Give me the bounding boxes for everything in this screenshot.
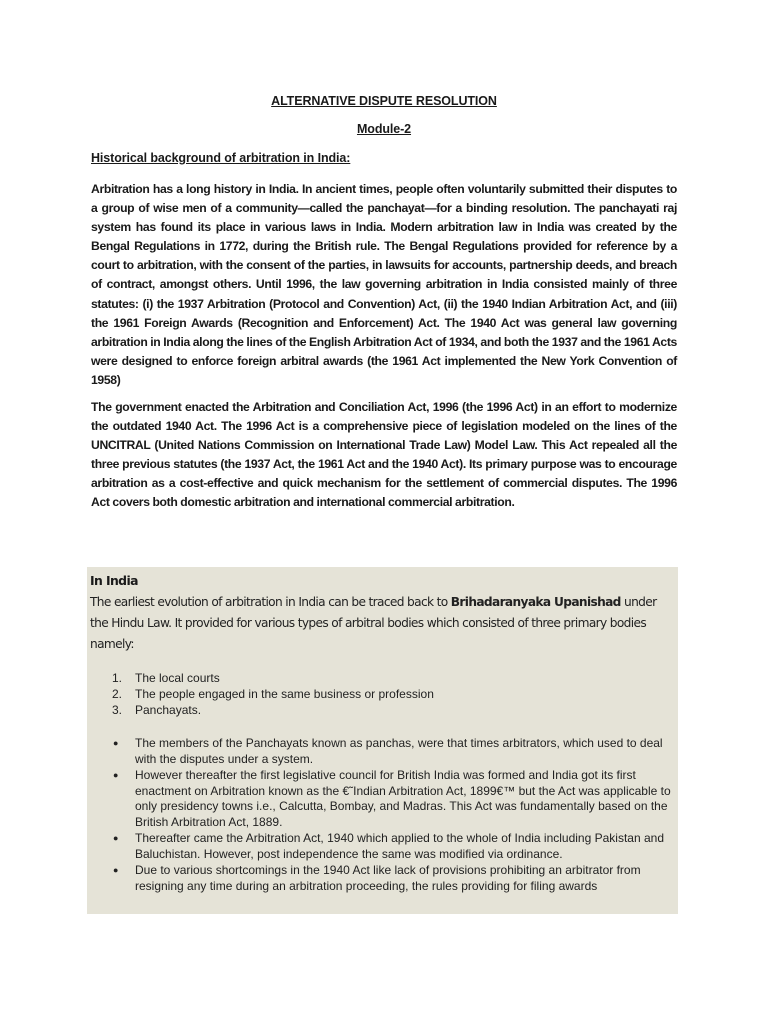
bullet-icon: ● [113,770,119,780]
bullet-icon: ● [113,865,119,875]
list-item-text: The members of the Panchayats known as panchas, were that times arbitrators, which used to deal with the disputes under a system. [135,736,663,766]
list-item-text: Thereafter came the Arbitration Act, 1940 which applied to the whole of India including Pakistan and Baluchistan. However, post independence the same was modified via ordinance. [135,831,664,861]
primary-bodies-list [90,670,678,718]
document-title: ALTERNATIVE DISPUTE RESOLUTION [271,94,497,108]
list-item-text: Due to various shortcomings in the 1940 Act like lack of provisions prohibiting an arbitrator from resigning any time during an arbitration proceeding, the rules providing for filing awards [135,863,641,893]
list-item [90,670,678,686]
list-item-text: However thereafter the first legislative council for British India was formed and India got its first enactment on Arbitration known as the €˜Indian Arbitration Act, 1899€™ but the Act was applicable to only presidency towns i.e., Calcutta, Bombay, and Madras. This Act was fundamentally based on the British Arbitration Act, 1889. [135,768,671,829]
list-item-text: The people engaged in the same business or profession [135,687,434,701]
bullet-icon: ● [113,738,119,748]
paragraph-history: Arbitration has a long history in India. In ancient times, people often voluntarily submitted their disputes to a group of wise men of a community—called the panchayat—for a binding resolution. The panchayati raj system has found its place in various laws in India. Modern arbitration law in India was created by the Bengal Regulations in 1772, during the British rule. The Bengal Regulations provided for reference by a court to arbitration, with the consent of the parties, in lawsuits for accounts, partnership deeds, and breach of contract, amongst others. Until 1996, the law governing arbitration in India consisted mainly of three statutes: (i) the 1937 Arbitration (Protocol and Convention) Act, (ii) the 1940 Indian Arbitration Act, and (iii) the 1961 Foreign Awards (Recognition and Enforcement) Act. The 1940 Act was general law governing arbitration in India along the lines of the English Arbitration Act of 1934, and both the 1937 and the 1961 Acts were designed to enforce foreign arbitral awards (the 1961 Act implemented the New York Convention of 1958) [91,182,677,387]
list-number: 1. [112,671,123,685]
in-india-heading: In India [90,573,138,588]
list-item [90,702,678,718]
paragraph-1996-act: The government enacted the Arbitration and Conciliation Act, 1996 (the 1996 Act) in an effort to modernize the outdated 1940 Act. The 1996 Act is a comprehensive piece of legislation modeled on the lines of the UNCITRAL (United Nations Commission on International Trade Law) Model Law. This Act repealed all the three previous statutes (the 1937 Act, the 1961 Act and the 1940 Act). Its primary purpose was to encourage arbitration as a cost-effective and quick mechanism for the settlement of commercial disputes. The 1996 Act covers both domestic arbitration and international commercial arbitration. [91,400,677,510]
list-item [90,768,678,830]
intro-text-before: The earliest evolution of arbitration in India can be traced back to [90,595,451,609]
intro-text-after: under the Hindu Law. It provided for various types of arbitral bodies which consisted of three primary bodies namely: [90,595,657,651]
section-subheading: Historical background of arbitration in India: [91,151,351,165]
in-india-intro [90,592,672,655]
list-item [90,831,678,862]
intro-bold-term: Brihadaranyaka Upanishad [450,595,621,609]
module-label: Module-2 [356,122,412,136]
history-bullet-list [90,736,678,894]
list-item [90,736,678,767]
list-number: 2. [112,687,123,701]
list-item-text: The local courts [135,671,220,685]
list-number: 3. [112,703,123,717]
list-item-text: Panchayats. [135,703,202,717]
list-item [90,863,678,894]
bullet-icon: ● [113,833,119,843]
list-item [90,686,678,702]
in-india-shaded-section [87,567,678,914]
